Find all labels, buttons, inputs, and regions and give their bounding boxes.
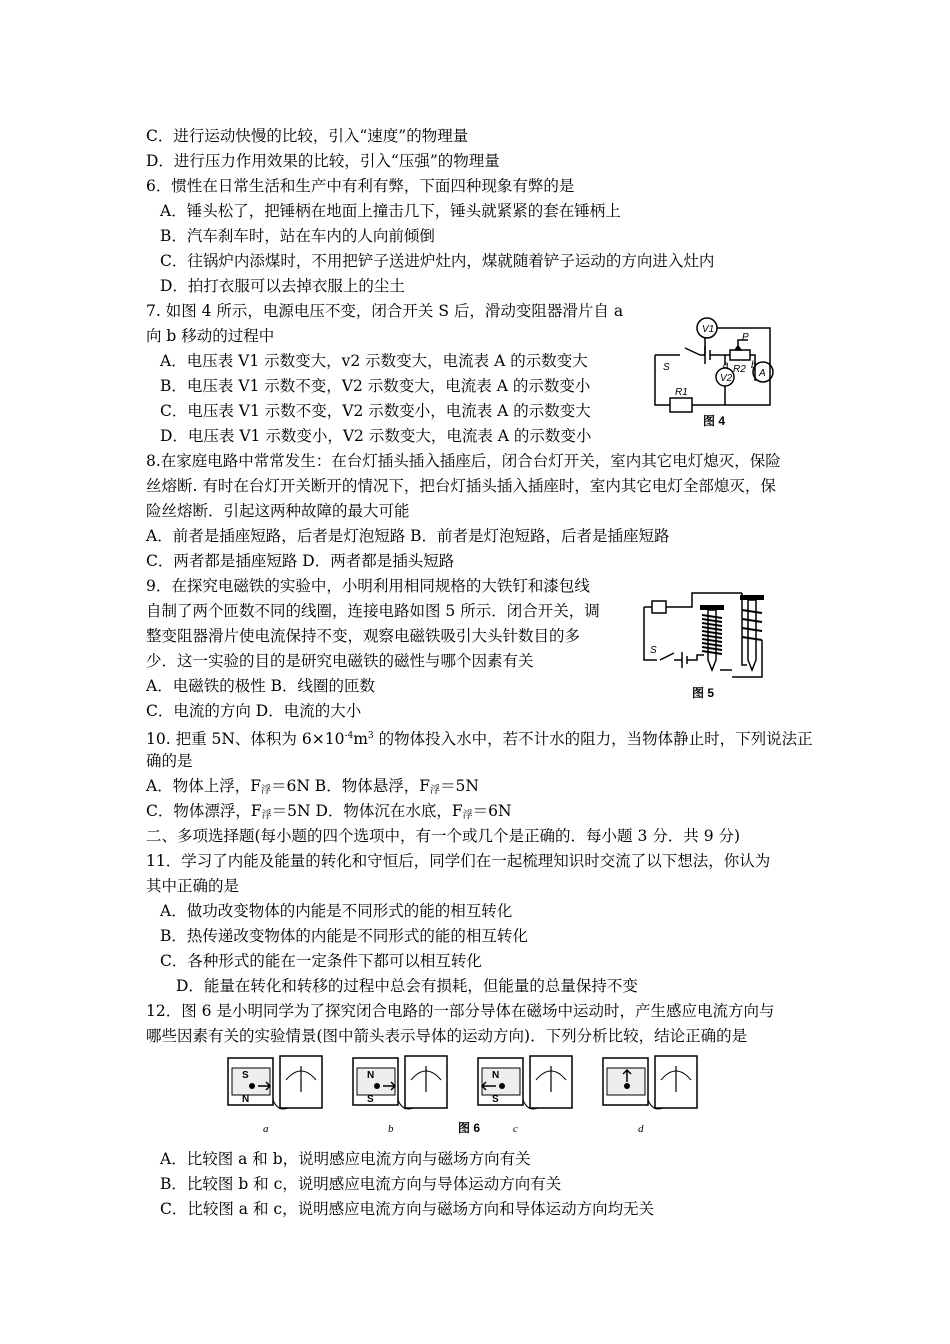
option-12a: A．比较图 a 和 b，说明感应电流方向与磁场方向有关 — [160, 1150, 531, 1168]
end-a-label: a — [723, 360, 729, 371]
options-10cd: C．物体漂浮，$F_浮=5N$ D．物体沉在水底，$F_浮=6N$ — [146, 802, 512, 821]
options-10ab: A．物体上浮，$F_浮=6N$ B．物体悬浮，$F_浮=5N$ — [146, 777, 479, 796]
question-8-cont1: 丝熔断. 有时在台灯开关断开的情况下，把台灯插头插入插座时，室内其它电灯全部熄灭，保 — [146, 477, 776, 495]
conductor — [499, 1083, 505, 1089]
option-12c: C．比较图 a 和 c，说明感应电流方向与磁场方向和导体运动方向均无关 — [160, 1200, 655, 1218]
pole-bottom: N — [242, 1094, 250, 1105]
option-6a: A．锤头松了，把锤柄在地面上撞击几下，锤头就紧紧的套在锤柄上 — [160, 202, 621, 220]
option-5d: D．进行压力作用效果的比较，引入“压强”的物理量 — [146, 152, 500, 170]
panel-label: d — [638, 1123, 644, 1135]
r1-label: R1 — [675, 387, 688, 398]
options-8ab: A．前者是插座短路，后者是灯泡短路 B．前者是灯泡短路，后者是插座短路 — [146, 527, 670, 545]
end-b-label: b — [751, 360, 757, 371]
options-8cd: C．两者都是插座短路 D．两者都是插头短路 — [146, 552, 455, 570]
panel-c — [478, 1056, 572, 1135]
pole-bottom: S — [492, 1094, 499, 1105]
nail-1 — [700, 605, 724, 670]
option-12b: B．比较图 b 和 c，说明感应电流方向与导体运动方向有关 — [160, 1175, 562, 1193]
option-11a: A．做功改变物体的内能是不同形式的能的相互转化 — [160, 902, 513, 920]
conductor — [624, 1083, 630, 1089]
option-7a: A．电压表 V1 示数变大，v2 示数变大，电流表 A 的示数变大 — [160, 352, 588, 370]
switch-label: S — [663, 362, 670, 373]
ammeter-label: A — [759, 368, 766, 379]
question-10: 10. 把重 5N、体积为 $6\times 10^{-4}m^3$ 的物体投入水中，若不计水的阻力，当物体静止时，下列说法正 — [146, 730, 813, 749]
figure-6-induction — [218, 1050, 698, 1142]
question-11-cont: 其中正确的是 — [146, 877, 240, 895]
question-8: 8.在家庭电路中常常发生：在台灯插头插入插座后，闭合台灯开关，室内其它电灯熄灭，保险 — [146, 452, 781, 470]
conductor — [249, 1083, 255, 1089]
question-12-cont: 哪些因素有关的实验情景(图中箭头表示导体的运动方向)．下列分析比较，结论正确的是 — [146, 1027, 748, 1045]
panel-label: a — [263, 1123, 269, 1135]
option-6b: B．汽车刹车时，站在车内的人向前倾倒 — [160, 227, 435, 245]
option-11c: C．各种形式的能在一定条件下都可以相互转化 — [160, 952, 482, 970]
v1-label: V1 — [702, 324, 715, 335]
option-7d: D．电压表 V1 示数变小，V2 示数变大，电流表 A 的示数变小 — [160, 427, 592, 445]
figure-6-caption: 图 6 — [458, 1121, 481, 1135]
pole-top: N — [367, 1070, 375, 1081]
pole-bottom: S — [367, 1094, 374, 1105]
panel-b — [353, 1056, 447, 1135]
question-12: 12．图 6 是小明同学为了探究闭合电路的一部分导体在磁场中运动时，产生感应电流方向与 — [146, 1002, 775, 1020]
options-9ab: A．电磁铁的极性 B．线圈的匝数 — [146, 677, 376, 695]
r2-label: R2 — [733, 364, 746, 375]
option-6c: C．往锅炉内添煤时，不用把铲子送进炉灶内，煤就随着铲子运动的方向进入灶内 — [160, 252, 715, 270]
figure-4-circuit — [645, 310, 790, 430]
option-11b: B．热传递改变物体的内能是不同形式的能的相互转化 — [160, 927, 528, 945]
pole-top: N — [492, 1070, 500, 1081]
question-11: 11．学习了内能及能量的转化和守恒后，同学们在一起梳理知识时交流了以下想法，你认为 — [146, 852, 771, 870]
panel-label: b — [388, 1123, 394, 1135]
option-6d: D．拍打衣服可以去掉衣服上的尘土 — [160, 277, 405, 295]
question-7-cont: 向 b 移动的过程中 — [146, 327, 275, 345]
question-6: 6．惯性在日常生活和生产中有利有弊，下面四种现象有弊的是 — [146, 177, 575, 195]
option-5c: C．进行运动快慢的比较，引入“速度”的物理量 — [146, 127, 469, 145]
panel-label: c — [513, 1123, 518, 1135]
question-9-cont1: 自制了两个匝数不同的线圈，连接电路如图 5 所示．闭合开关，调 — [146, 602, 600, 620]
question-10-cont: 确的是 — [146, 752, 193, 770]
question-9-cont3: 少．这一实验的目的是研究电磁铁的磁性与哪个因素有关 — [146, 652, 534, 670]
v2-label: V2 — [720, 373, 733, 384]
panel-d — [603, 1056, 697, 1135]
question-8-cont2: 险丝熔断．引起这两种故障的最大可能 — [146, 502, 410, 520]
question-9-cont2: 整变阻器滑片使电流保持不变，观察电磁铁吸引大头针数目的多 — [146, 627, 581, 645]
section-2-heading: 二、多项选择题(每小题的四个选项中，有一个或几个是正确的．每小题 3 分．共 9 分) — [146, 827, 741, 845]
figure-4-caption: 图 4 — [703, 414, 726, 428]
option-7b: B．电压表 V1 示数不变，V2 示数变大，电流表 A 的示数变小 — [160, 377, 591, 395]
figure-5-caption: 图 5 — [692, 686, 715, 700]
conductor — [374, 1083, 380, 1089]
nail-2 — [732, 595, 764, 677]
question-7: 7. 如图 4 所示，电源电压不变，闭合开关 S 后，滑动变阻器滑片自 a — [146, 302, 624, 320]
switch-label: S — [650, 645, 657, 656]
options-9cd: C．电流的方向 D．电流的大小 — [146, 702, 362, 720]
option-11d: D．能量在转化和转移的过程中总会有损耗，但能量的总量保持不变 — [176, 977, 638, 995]
figure-5-electromagnets — [632, 585, 787, 705]
pole-top: S — [242, 1070, 249, 1081]
slider-label: P — [742, 332, 749, 343]
question-9: 9．在探究电磁铁的实验中，小明利用相同规格的大铁钉和漆包线 — [146, 577, 590, 595]
panel-a — [228, 1056, 322, 1135]
option-7c: C．电压表 V1 示数不变，V2 示数变小，电流表 A 的示数变大 — [160, 402, 591, 420]
